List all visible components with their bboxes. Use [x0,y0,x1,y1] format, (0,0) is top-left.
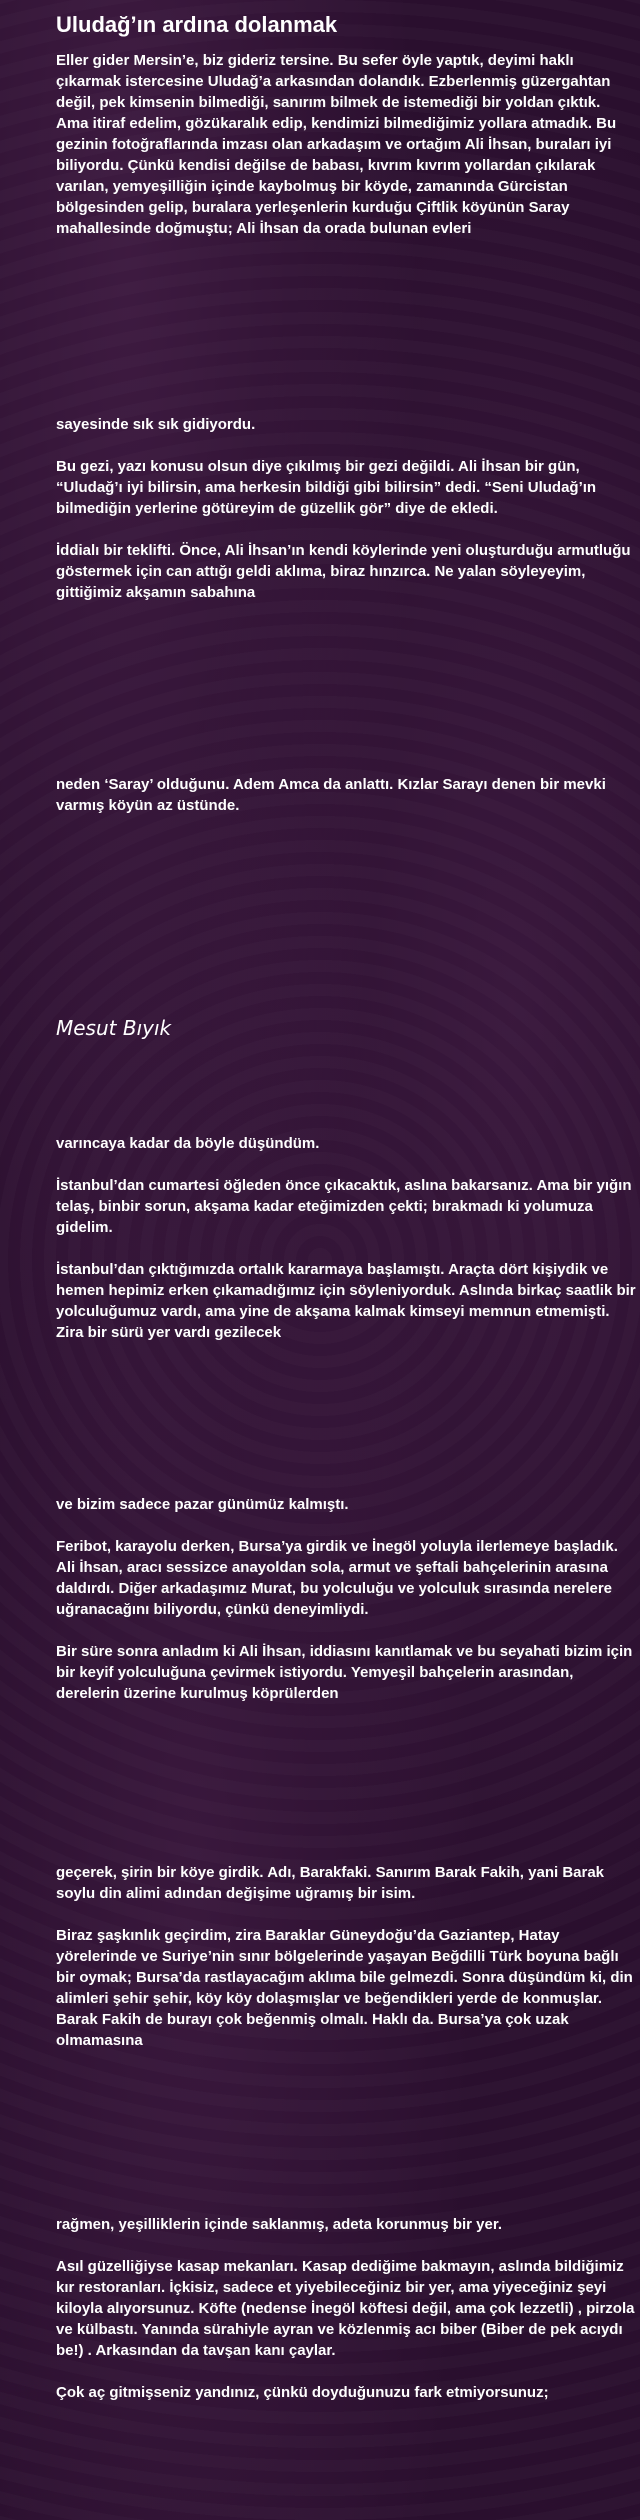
paragraph: İstanbul’dan çıktığımızda ortalık kararmaya başlamıştı. Araçta dört kişiydik ve hemen hepimiz erken çıkamadığımız için söyleniyorduk. Aslında birkaç saatlik bir yolculuğumuz vardı, ama yine de akşama kalmak kimseyi memnun etmemişti. Zira bir sürü yer vardı gezilecek [56,1261,636,1341]
paragraph: Eller gider Mersin’e, biz gideriz tersine. Bu sefer öyle yaptık, deyimi haklı çıkarmak istercesine Uludağ’a arkasından dolandık. Ezberlenmiş güzergahtan değil, pek kimsenin bilmediği, sanırım bilmek de istemediği bir yoldan çıktık. Ama itiraf edelim, gözükaralık edip, kendimizi bilmediğimiz yollara atmadık. Bu gezinin fotoğraflarında imzası olan arkadaşım ve ortağım Ali İhsan, buraları iyi biliyordu. Çünkü kendisi değilse de babası, kıvrım kıvrım yollardan çıkılarak varılan, yemyeşilliğin içinde kaybolmuş bir köyde, zamanında Gürcistan bölgesinden gelip, buralara yerleşenlerin kurduğu Çiftlik köyünün Saray mahallesinde doğmuştu; Ali İhsan da orada bulunan evleri [56,52,617,237]
text-block-2 [56,414,636,603]
text-block-6 [56,1862,636,2051]
text-block-7 [56,2214,636,2403]
text-block-1 [56,50,636,239]
author-name: Mesut Bıyık [56,1016,172,1040]
paragraph: Bu gezi, yazı konusu olsun diye çıkılmış bir gezi değildi. Ali İhsan bir gün, “Uludağ’ı iyi bilirsin, ama herkesin bildiği gibi bilirsin” dedi. “Seni Uludağ’ın bilmediğin yerlerine götüreyim de güzellik gör” diye de ekledi. [56,458,597,517]
paragraph: Çok aç gitmişseniz yandınız, çünkü doyduğunuzu fark etmiyorsunuz; [56,2384,549,2401]
paragraph: varıncaya kadar da böyle düşündüm. [56,1135,320,1152]
text-block-5 [56,1494,636,1704]
paragraph: Biraz şaşkınlık geçirdim, zira Baraklar Güneydoğu’da Gaziantep, Hatay yörelerinde ve Suriye’nin sınır bölgelerinde yaşayan Beğdilli Türk boyuna bağlı bir oymak; Bursa’da rastlayacağım aklıma bile gelmezdi. Sonra düşündüm ki, din alimleri şehir şehir, köy köy dolaşmışlar ve beğendikleri yerde de konmuşlar. Barak Fakih de burayı çok beğenmiş olmalı. Haklı da. Bursa’ya çok uzak olmamasına [56,1927,633,2049]
paragraph: Feribot, karayolu derken, Bursa’ya girdik ve İnegöl yoluyla ilerlemeye başladık. Ali İhsan, aracı sessizce anayoldan sola, armut ve şeftali bahçelerinin arasına daldırdı. Diğer arkadaşımız Murat, bu yolculuğu ve yolculuk sırasında nerelere uğranacağını biliyordu, çünkü deneyimliydi. [56,1538,618,1618]
text-block-3 [56,774,636,816]
paragraph: Bir süre sonra anladım ki Ali İhsan, iddiasını kanıtlamak ve bu seyahati bizim için bir keyif yolculuğuna çevirmek istiyordu. Yemyeşil bahçelerin arasından, derelerin üzerine kurulmuş köprülerden [56,1643,633,1702]
paragraph: İddialı bir teklifti. Önce, Ali İhsan’ın kendi köylerinde yeni oluşturduğu armutluğu göstermek için can attığı geldi aklıma, biraz hınzırca. Ne yalan söyleyeyim, gittiğimiz akşamın sabahına [56,542,631,601]
paragraph: rağmen, yeşilliklerin içinde saklanmış, adeta korunmuş bir yer. [56,2216,503,2233]
paragraph: geçerek, şirin bir köye girdik. Adı, Barakfaki. Sanırım Barak Fakih, yani Barak soylu din alimi adından değişime uğramış bir isim. [56,1864,605,1902]
article-title: Uludağ’ın ardına dolanmak [56,12,338,37]
paragraph: ve bizim sadece pazar günümüz kalmıştı. [56,1496,349,1513]
paragraph: sayesinde sık sık gidiyordu. [56,416,256,433]
paragraph: İstanbul’dan cumartesi öğleden önce çıkacaktık, aslına bakarsanız. Ama bir yığın telaş, binbir sorun, akşama kadar eteğimizden çekti; bırakmadı ki yolumuza gidelim. [56,1177,632,1236]
paragraph: Asıl güzelliğiyse kasap mekanları. Kasap dediğime bakmayın, aslında bildiğimiz kır restoranları. İçkisiz, sadece et yiyebileceğiniz bir yer, ama yiyeceğiniz şeyi kiloyla alıyorsunuz. Köfte (nedense İnegöl köftesi değil, ama çok lezzetli) , pirzola ve külbastı. Yanında sürahiyle ayran ve közlenmiş acı biber (Biber de pek acıydı be!) . Arkasından da tavşan kanı çaylar. [56,2258,635,2359]
text-block-4 [56,1133,636,1343]
paragraph: neden ‘Saray’ olduğunu. Adem Amca da anlattı. Kızlar Sarayı denen bir mevki varmış köyün az üstünde. [56,776,606,814]
